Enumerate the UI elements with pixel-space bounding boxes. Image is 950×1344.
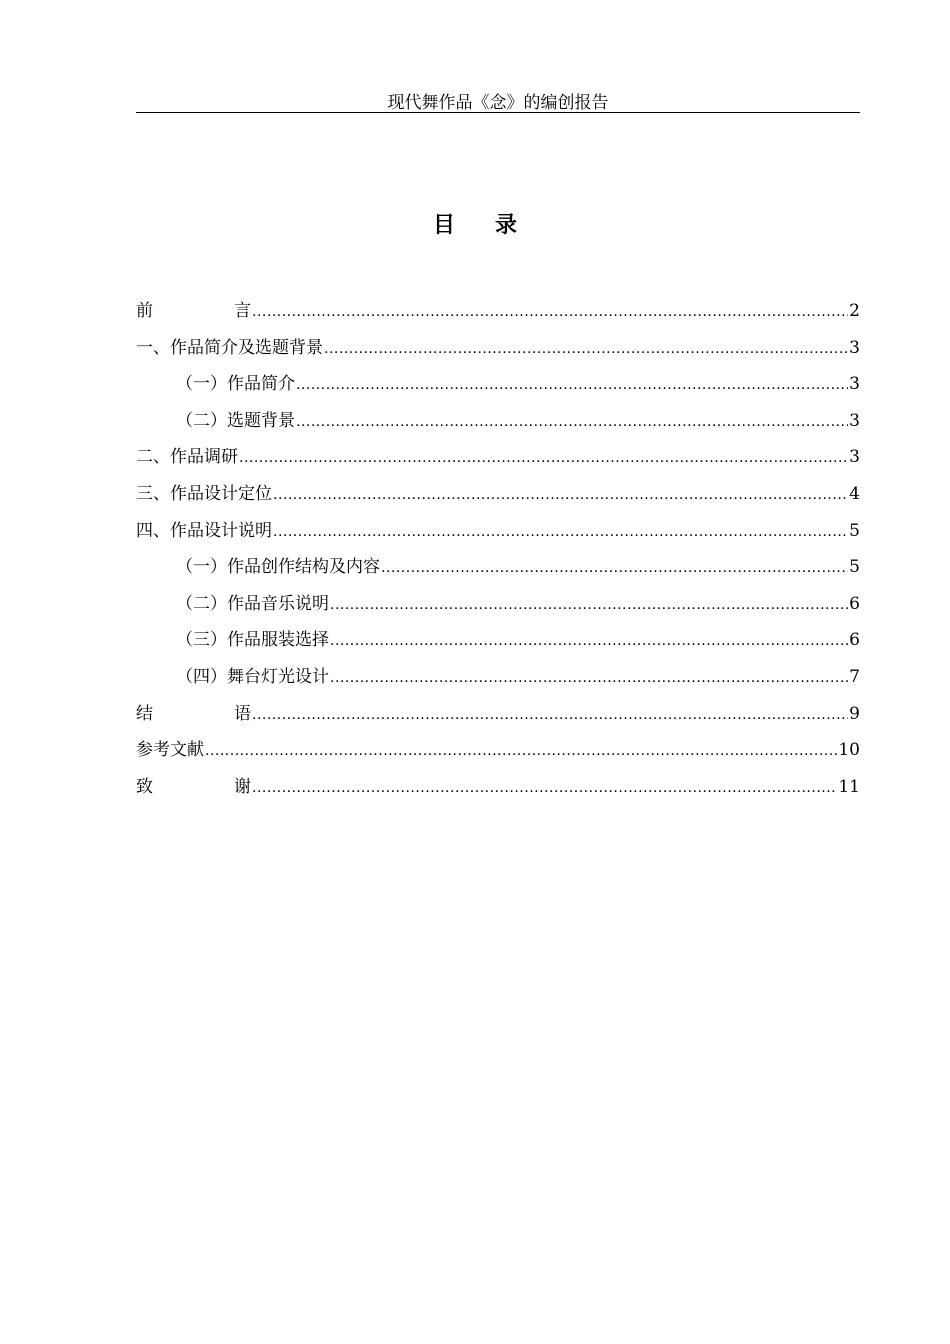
toc-entry-acknowledgements[interactable] [136,769,860,806]
toc-entry-section-2[interactable] [136,439,860,476]
toc-entry-label: 二、作品调研 [136,447,238,468]
toc-page-number: 6 [849,593,860,614]
toc-entry-label: （四）舞台灯光设计 [176,666,329,687]
toc-entry-label: 三、作品设计定位 [136,483,272,504]
running-header: 现代舞作品《念》的编创报告 [136,90,860,113]
toc-entry-section-4-4[interactable] [136,659,860,696]
toc-entry-section-1-2[interactable] [136,403,860,440]
toc-page-number: 6 [849,630,860,651]
toc-entry-label: 前 言 [136,301,251,321]
toc-page-number: 3 [849,337,860,358]
dot-leader [252,770,837,807]
dot-leader [273,477,848,514]
toc-page-number: 5 [849,520,860,541]
toc-entry-label: （一）作品简介 [176,374,295,395]
toc-entry-section-4-3[interactable] [136,622,860,659]
toc-entry-label: 四、作品设计说明 [136,520,272,541]
toc-entry-section-1-1[interactable] [136,366,860,403]
toc-entry-label: 参考文献 [136,740,204,761]
toc-page-number: 11 [838,776,860,797]
toc-entry-label: （一）作品创作结构及内容 [176,557,380,578]
toc-title [0,208,950,242]
toc-entry-label: （二）作品音乐说明 [176,593,329,614]
toc-page-number: 9 [849,703,860,724]
dot-leader [239,440,848,477]
toc-page-number: 10 [838,740,860,761]
toc-page-number: 3 [849,410,860,431]
toc-entry-label: 一、作品简介及选题背景 [136,337,323,358]
toc-entry-references[interactable] [136,732,860,769]
toc-page-number: 3 [849,374,860,395]
dot-leader [330,623,848,660]
toc-entry-label: 致 谢 [136,776,251,797]
toc-entry-label: （三）作品服装选择 [176,630,329,651]
toc-entry-section-4-2[interactable] [136,586,860,623]
dot-leader [205,733,837,770]
toc-page-number: 2 [849,301,860,321]
dot-leader [324,331,848,368]
dot-leader [330,587,848,624]
toc-title-char-2: 录 [495,212,518,238]
dot-leader [252,697,848,734]
toc-page-number: 3 [849,447,860,468]
toc-entry-conclusion[interactable] [136,696,860,733]
dot-leader [296,367,848,404]
dot-leader [381,550,848,587]
toc-entry-label: （二）选题背景 [176,410,295,431]
dot-leader [252,294,848,331]
table-of-contents [136,293,860,805]
toc-entry-preface[interactable] [136,293,860,330]
toc-entry-section-4-1[interactable] [136,549,860,586]
toc-entry-section-4[interactable] [136,513,860,550]
toc-title-char-1: 目 [432,212,455,238]
dot-leader [330,660,848,697]
toc-entry-section-1[interactable] [136,330,860,367]
toc-page-number: 7 [849,666,860,687]
toc-page-number: 5 [849,557,860,578]
dot-leader [273,514,848,551]
toc-page-number: 4 [849,483,860,504]
toc-entry-label: 结 语 [136,703,251,724]
dot-leader [296,404,848,441]
toc-entry-section-3[interactable] [136,476,860,513]
